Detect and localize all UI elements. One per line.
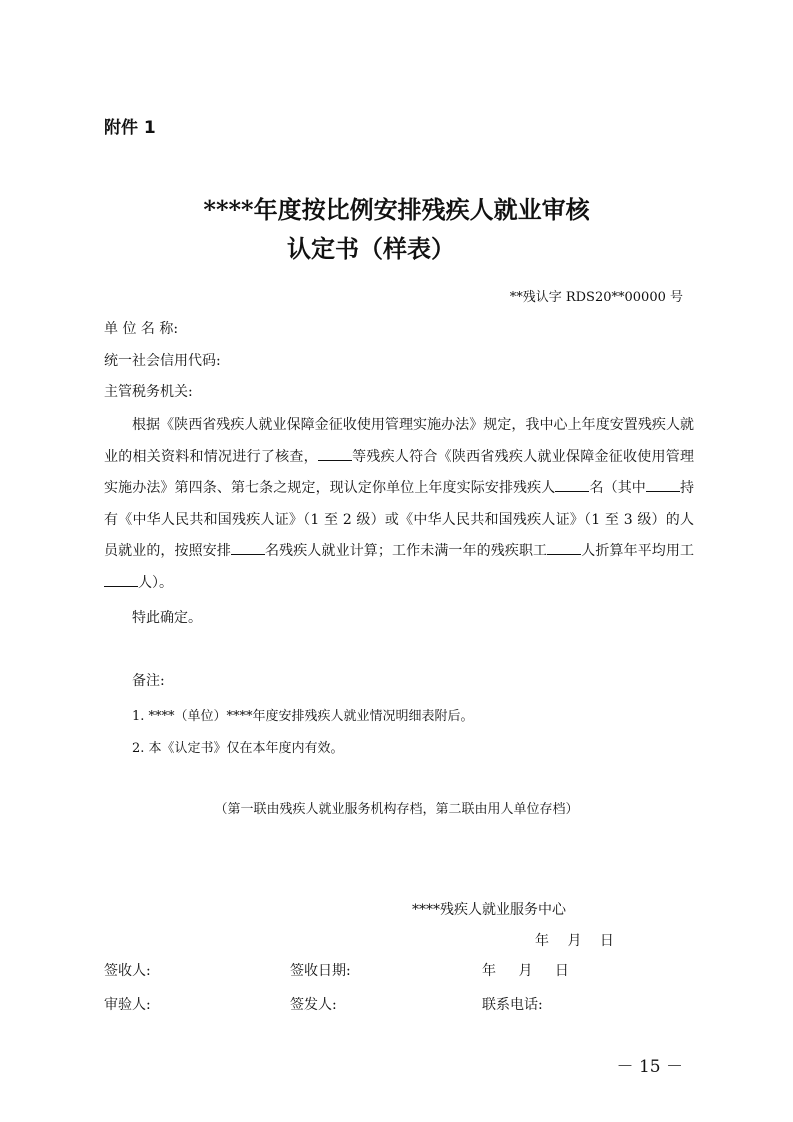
issue-date: 年 月 日 — [535, 933, 614, 949]
body-text-part2: 等残疾人符合《陕西省残疾人就业保障金征收使用管理实施办法》第四条、第七条之规定，现认定你单位上年度实际安排残疾人 — [104, 448, 695, 496]
body-text-part6: 人折算年平均用工 — [581, 543, 695, 559]
blank-field — [547, 540, 581, 555]
document-title-line2: 认定书（样表） — [287, 234, 455, 263]
document-title-line1: ****年度按比例安排残疾人就业审核 — [203, 195, 590, 224]
confirm-text: 特此确定。 — [132, 610, 202, 626]
phone-label: 联系电话: — [482, 997, 543, 1013]
body-paragraph — [104, 410, 694, 599]
blank-field — [318, 446, 352, 461]
page-number: － 15 － — [616, 1057, 683, 1077]
receiver-label: 签收人: — [104, 963, 151, 979]
unit-name-label: 单 位 名 称: — [104, 321, 179, 337]
receive-date: 年 月 日 — [482, 963, 569, 979]
body-text-part1: 根据《陕西省残疾人就业保障金征收使用管理实施办法》规定，我中心上年度安置残疾人就业的相关资料和情况进行了核查， — [104, 417, 694, 465]
credit-code-label: 统一社会信用代码: — [104, 353, 221, 369]
copies-note: （第一联由残疾人就业服务机构存档，第二联由用人单位存档） — [214, 802, 579, 817]
blank-field — [555, 477, 589, 492]
blank-field — [231, 540, 265, 555]
document-number: **残认字 RDS20**00000 号 — [509, 290, 683, 305]
attachment-label: 附件 1 — [104, 118, 156, 138]
remarks-item-1: 1. ****（单位）****年度安排残疾人就业情况明细表附后。 — [132, 709, 474, 724]
signer-label: 签发人: — [290, 997, 337, 1013]
receive-date-label: 签收日期: — [290, 963, 351, 979]
body-text-part5: 名残疾人就业计算；工作未满一年的残疾职工 — [264, 543, 548, 559]
remarks-item-2: 2. 本《认定书》仅在本年度内有效。 — [132, 741, 344, 756]
issuer-name: ****残疾人就业服务中心 — [412, 902, 566, 918]
remarks-label: 备注: — [132, 673, 165, 689]
reviewer-label: 审验人: — [104, 997, 151, 1013]
body-text-part4: 持有《中华人民共和国残疾人证》（1 至 2 级）或《中华人民共和国残疾人证》（1 至 3 级）的人员就业的，按照安排 — [104, 480, 695, 559]
tax-authority-label: 主管税务机关: — [104, 384, 193, 400]
body-text-part7: 人）。 — [138, 574, 173, 591]
body-text-part3: 名（其中 — [589, 480, 646, 496]
blank-field — [646, 477, 680, 492]
blank-field — [104, 572, 138, 587]
